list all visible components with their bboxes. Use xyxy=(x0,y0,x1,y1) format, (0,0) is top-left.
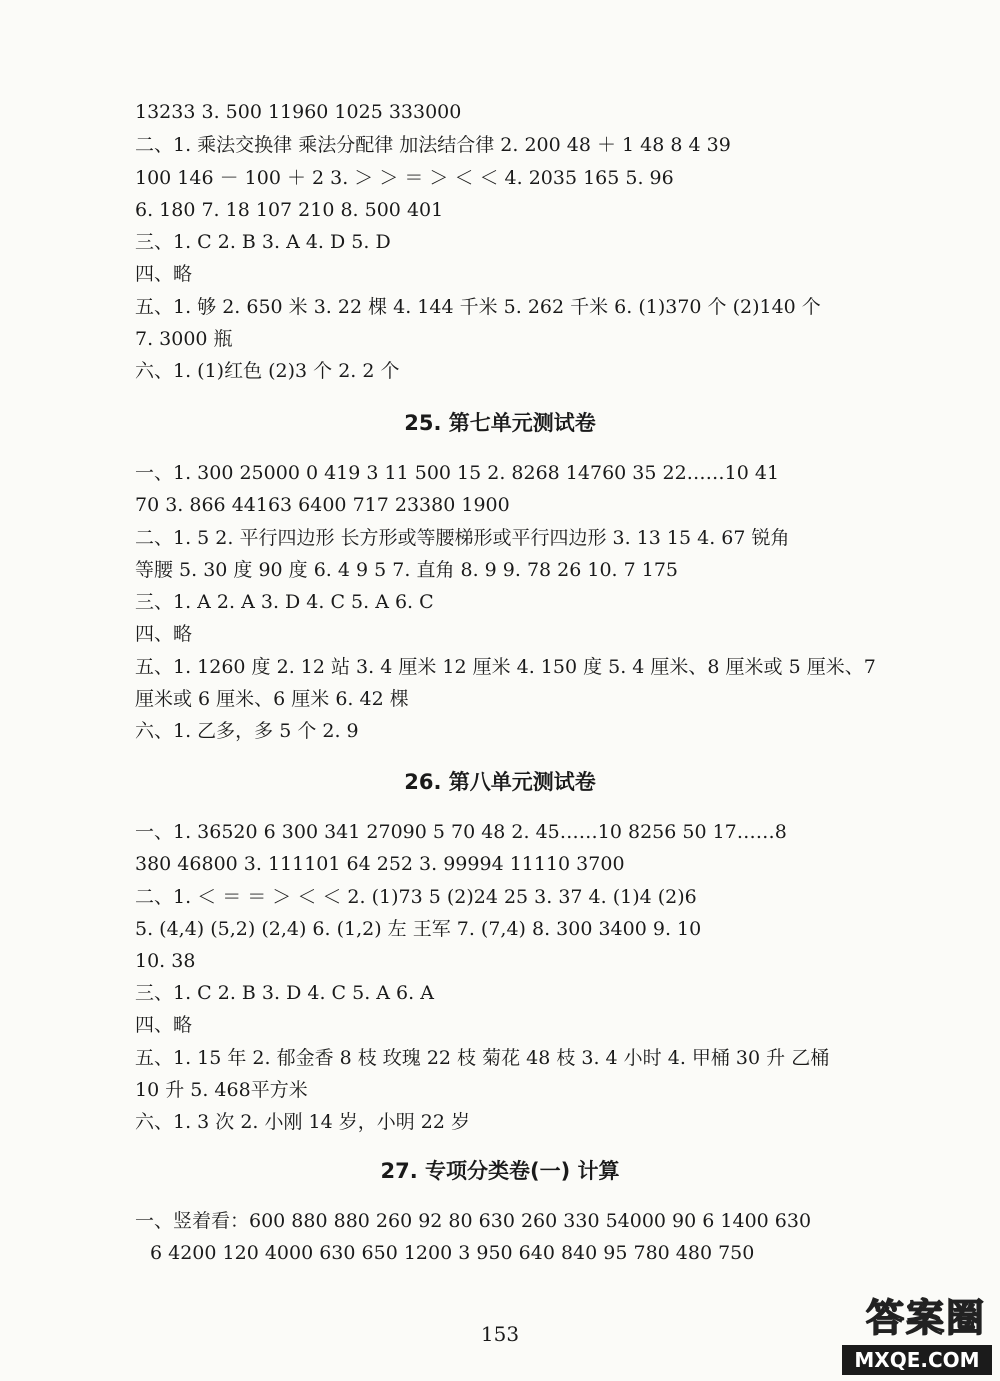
answer-line: 6 4200 120 4000 630 650 1200 3 950 640 840 95 780 480 750 xyxy=(150,1242,755,1264)
answer-line: 三、1. C 2. B 3. D 4. C 5. A 6. A xyxy=(135,982,434,1004)
answer-line: 三、1. A 2. A 3. D 4. C 5. A 6. C xyxy=(135,591,434,613)
answer-line: 四、略 xyxy=(135,623,193,645)
answer-line: 一、1. 36520 6 300 341 27090 5 70 48 2. 45……10 8256 50 17……8 xyxy=(135,821,787,843)
answer-line: 二、1. 乘法交换律 乘法分配律 加法结合律 2. 200 48 ＋ 1 48 8 4 39 xyxy=(135,134,731,156)
answer-line: 6. 180 7. 18 107 210 8. 500 401 xyxy=(135,199,444,221)
answer-line: 二、1. ＜ ＝ ＝ ＞ ＜ ＜ 2. (1)73 5 (2)24 25 3. 37 4. (1)4 (2)6 xyxy=(135,886,697,908)
answer-line: 380 46800 3. 111101 64 252 3. 99994 11110 3700 xyxy=(135,853,625,875)
answer-line: 二、1. 5 2. 平行四边形 长方形或等腰梯形或平行四边形 3. 13 15 4. 67 锐角 xyxy=(135,527,790,549)
watermark-logo xyxy=(842,1295,992,1375)
answer-line: 六、1. (1)红色 (2)3 个 2. 2 个 xyxy=(135,360,400,382)
answer-line: 10. 38 xyxy=(135,950,196,972)
page-number: 153 xyxy=(480,1322,520,1346)
section-title: 27. 专项分类卷(一) 计算 xyxy=(380,1159,620,1183)
watermark-site: MXQE.COM xyxy=(842,1345,992,1375)
answer-line: 五、1. 15 年 2. 郁金香 8 枝 玫瑰 22 枝 菊花 48 枝 3. 4 小时 4. 甲桶 30 升 乙桶 xyxy=(135,1047,830,1069)
answer-line: 一、竖着看：600 880 880 260 92 80 630 260 330 54000 90 6 1400 630 xyxy=(135,1210,812,1232)
answer-line: 7. 3000 瓶 xyxy=(135,328,233,350)
answer-line: 三、1. C 2. B 3. A 4. D 5. D xyxy=(135,231,391,253)
answer-line: 五、1. 够 2. 650 米 3. 22 棵 4. 144 千米 5. 262 千米 6. (1)370 个 (2)140 个 xyxy=(135,296,821,318)
watermark-title: 答案圈 xyxy=(865,1296,986,1340)
answer-line: 厘米或 6 厘米、6 厘米 6. 42 棵 xyxy=(135,688,409,710)
answer-line: 100 146 － 100 ＋ 2 3. ＞ ＞ ＝ ＞ ＜ ＜ 4. 2035 165 5. 96 xyxy=(135,167,674,189)
section-title: 25. 第七单元测试卷 xyxy=(404,411,596,435)
answer-line: 六、1. 乙多，多 5 个 2. 9 xyxy=(135,720,359,742)
answer-line: 70 3. 866 44163 6400 717 23380 1900 xyxy=(135,494,510,516)
answer-line: 六、1. 3 次 2. 小刚 14 岁，小明 22 岁 xyxy=(135,1111,471,1133)
answer-line: 四、略 xyxy=(135,263,193,285)
section-title: 26. 第八单元测试卷 xyxy=(404,770,596,794)
answer-line: 一、1. 300 25000 0 419 3 11 500 15 2. 8268 14760 35 22……10 41 xyxy=(135,462,780,484)
answer-line: 等腰 5. 30 度 90 度 6. 4 9 5 7. 直角 8. 9 9. 78 26 10. 7 175 xyxy=(135,559,679,581)
answer-line: 5. (4,4) (5,2) (2,4) 6. (1,2) 左 王军 7. (7,4) 8. 300 3400 9. 10 xyxy=(135,918,702,940)
answer-line: 四、略 xyxy=(135,1014,193,1036)
answer-line: 五、1. 1260 度 2. 12 站 3. 4 厘米 12 厘米 4. 150 度 5. 4 厘米、8 厘米或 5 厘米、7 xyxy=(135,656,876,678)
answer-line: 13233 3. 500 11960 1025 333000 xyxy=(135,101,462,123)
answer-line: 10 升 5. 468平方米 xyxy=(135,1079,308,1101)
